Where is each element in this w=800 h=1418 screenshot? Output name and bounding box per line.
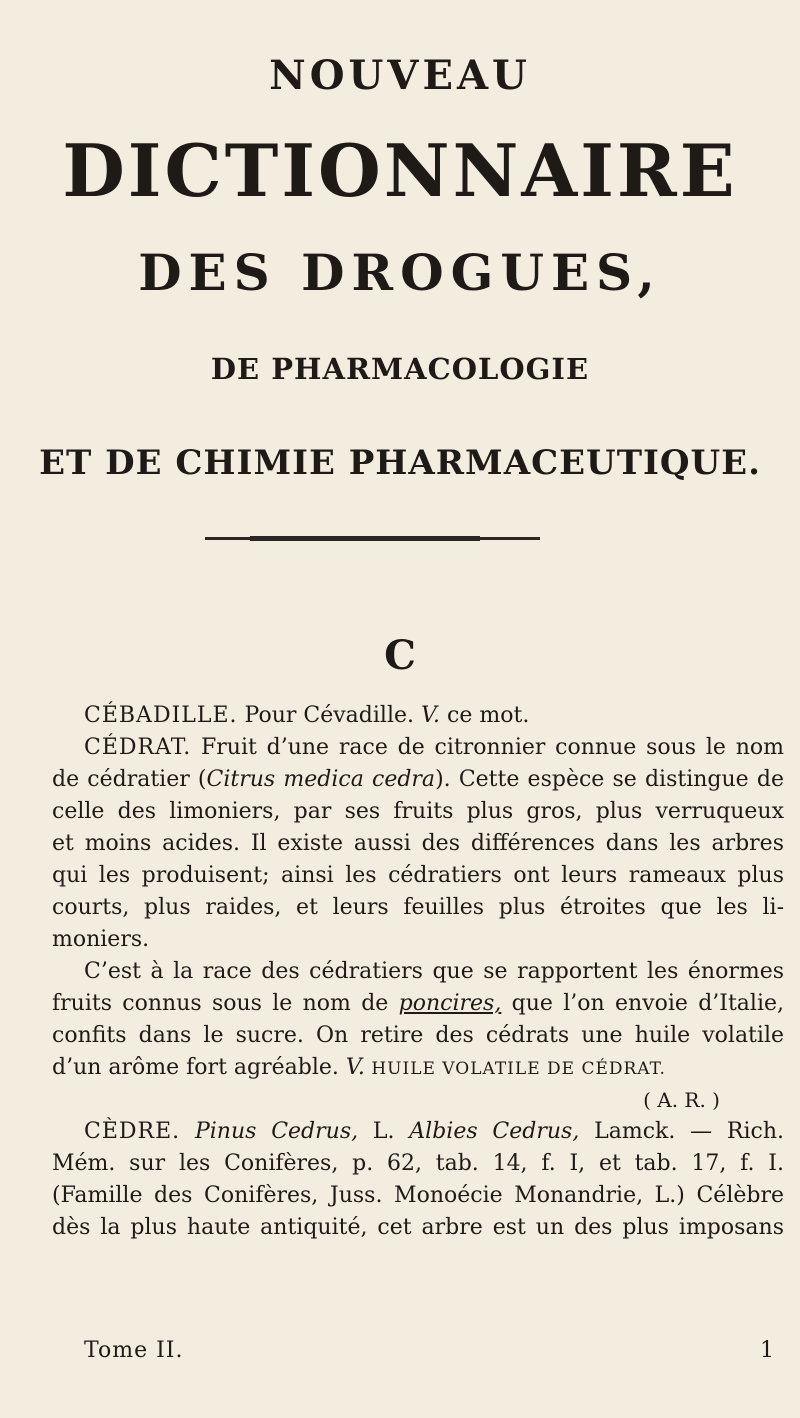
entry-text: que l’on envoie d’Italie, xyxy=(501,991,784,1016)
cross-reference: HUILE VOLATILE DE CÉDRAT. xyxy=(364,1059,666,1079)
entry-cedrat-line xyxy=(52,1052,784,1085)
entry-text: Fruit d’une race de citronnier connue sous le nom xyxy=(191,735,784,760)
see-reference: V. xyxy=(421,703,441,728)
entry-cedrat-line: C’est à la race des cédratiers que se rapportent les énormes xyxy=(84,959,784,984)
term-poncires: poncires, xyxy=(398,991,502,1016)
title-des-drogues: DES DROGUES, xyxy=(138,243,662,302)
signature-mark: 1 xyxy=(760,1338,774,1363)
title-nouveau: NOUVEAU xyxy=(269,52,531,99)
entry-cedre-line: Mém. sur les Conifères, p. 62, tab. 14, f. I, et tab. 17, f. I. xyxy=(52,1151,784,1176)
entry-cedre-line: dès la plus haute antiquité, cet arbre est un des plus imposans xyxy=(52,1215,784,1240)
latin-name: Albies Cedrus, xyxy=(409,1119,580,1144)
entry-text: L. xyxy=(358,1119,410,1144)
volume-label: Tome II. xyxy=(84,1338,184,1363)
title-rule-thick xyxy=(250,536,480,541)
title-pharmacologie: DE PHARMACOLOGIE xyxy=(210,352,590,386)
entry-cedre-line xyxy=(84,1116,784,1148)
section-letter: C xyxy=(384,632,416,679)
entry-text: fruits connus sous le nom de xyxy=(52,991,399,1016)
author-signature: ( A. R. ) xyxy=(643,1088,720,1112)
entry-cedrat-line: courts, plus raides, et leurs feuilles plus étroites que les li- xyxy=(52,895,784,920)
latin-name: Citrus medica cedra xyxy=(206,767,436,792)
entry-text: Pour Cévadille. xyxy=(237,703,421,728)
entry-head: CÉBADILLE. xyxy=(84,703,238,728)
entry-cedre-line: (Famille des Conifères, Juss. Monoécie Monandrie, L.) Célèbre xyxy=(52,1183,784,1208)
title-chimie: ET DE CHIMIE PHARMACEUTIQUE. xyxy=(39,443,761,483)
entry-cebadille xyxy=(84,700,784,732)
entry-head: CÈDRE. xyxy=(84,1119,181,1144)
entry-cedrat-line: confits dans le sucre. On retire des cédrats une huile volatile xyxy=(52,1023,784,1048)
entry-cedrat-line: qui les produisent; ainsi les cédratiers ont leurs rameaux plus xyxy=(52,863,784,888)
entry-head: CÉDRAT. xyxy=(84,735,192,760)
entry-text: Lamck. — Rich. xyxy=(579,1119,784,1144)
latin-name: Pinus Cedrus, xyxy=(194,1119,359,1144)
see-reference: V. xyxy=(345,1055,365,1080)
entry-cedrat-line xyxy=(84,732,784,764)
entry-cedrat-line: celle des limoniers, par ses fruits plus gros, plus verruqueux xyxy=(52,799,784,824)
entry-cedrat-line: et moins acides. Il existe aussi des différences dans les arbres xyxy=(52,831,784,856)
entry-text: ). Cette espèce se distingue de xyxy=(435,767,784,792)
entry-text: ce mot. xyxy=(440,703,530,728)
entry-cedrat-line: moniers. xyxy=(52,927,150,952)
entry-text: d’un arôme fort agréable. xyxy=(52,1055,346,1080)
entry-cedrat-line xyxy=(52,988,784,1020)
entry-text: de cédratier ( xyxy=(52,767,207,792)
entry-text xyxy=(180,1119,195,1144)
entry-cedrat-line xyxy=(52,764,784,796)
title-dictionnaire: DICTIONNAIRE xyxy=(62,128,738,213)
